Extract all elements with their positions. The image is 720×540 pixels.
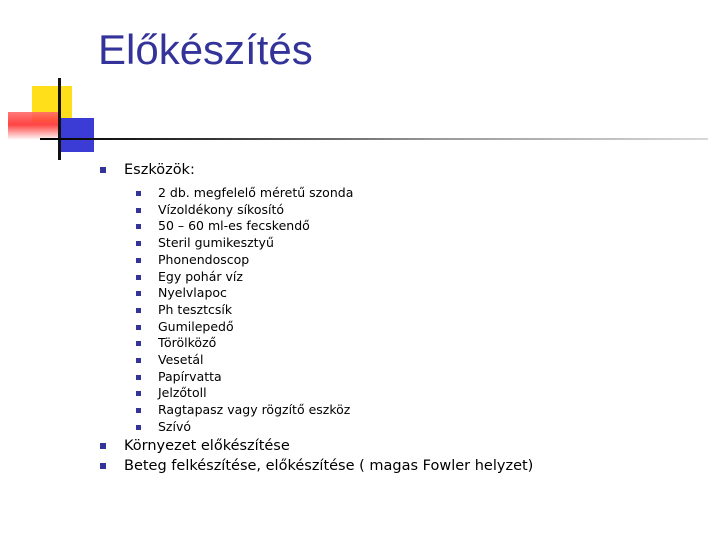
- square-bullet-icon: [136, 258, 141, 263]
- square-bullet-icon: [100, 167, 106, 173]
- sub-list-item: [136, 285, 533, 302]
- square-bullet-icon: [100, 463, 106, 469]
- title-underline: [40, 138, 708, 140]
- sub-list-item-label: Nyelvlapoc: [158, 285, 227, 301]
- square-bullet-icon: [136, 208, 141, 213]
- square-bullet-icon: [136, 341, 141, 346]
- list-item-label: Beteg felkészítése, előkészítése ( magas Fowler helyzet): [124, 457, 534, 474]
- square-bullet-icon: [136, 291, 141, 296]
- sub-list-item-label: Egy pohár víz: [158, 268, 243, 284]
- sub-list-item: [136, 202, 533, 219]
- list-item-label: Eszközök:: [124, 162, 195, 178]
- sub-list-item-label: 50 – 60 ml-es fecskendő: [158, 218, 310, 234]
- sub-list-item-label: Ragtapasz vagy rögzítő eszköz: [158, 402, 351, 418]
- square-bullet-icon: [136, 425, 141, 430]
- square-bullet-icon: [136, 408, 141, 413]
- sub-list-item-label: Phonendoscop: [158, 251, 250, 267]
- tools-sublist: [136, 185, 533, 436]
- sub-list-item-label: Ph tesztcsík: [158, 301, 233, 317]
- square-bullet-icon: [136, 358, 141, 363]
- slide-title: Előkészítés: [98, 26, 313, 73]
- square-bullet-icon: [100, 443, 106, 449]
- decor-red-square: [8, 112, 58, 140]
- list-item-eszkozok: [100, 160, 533, 436]
- sub-list-item-label: Szívó: [158, 418, 192, 434]
- decor-blue-square: [58, 118, 94, 152]
- sub-list-item: [136, 218, 533, 235]
- square-bullet-icon: [136, 241, 141, 246]
- sub-list-item-label: 2 db. megfelelő méretű szonda: [158, 185, 354, 200]
- sub-list-item: [136, 185, 533, 202]
- sub-list-item: [136, 235, 533, 252]
- sub-list-item-label: Vízoldékony síkosító: [158, 201, 285, 217]
- sub-list-item: [136, 302, 533, 319]
- square-bullet-icon: [136, 275, 141, 280]
- sub-list-item-label: Papírvatta: [158, 368, 222, 384]
- sub-list-item: [136, 252, 533, 269]
- sub-list-item-label: Steril gumikesztyű: [158, 235, 274, 251]
- sub-list-item: [136, 419, 533, 436]
- sub-list-item: [136, 269, 533, 286]
- sub-list-item: [136, 352, 533, 369]
- sub-list-item: [136, 402, 533, 419]
- sub-list-item: [136, 335, 533, 352]
- square-bullet-icon: [136, 224, 141, 229]
- sub-list-item-label: Vesetál: [158, 352, 204, 368]
- sub-list-item-label: Törölköző: [158, 335, 217, 351]
- list-item-label: Környezet előkészítése: [124, 437, 290, 454]
- square-bullet-icon: [136, 325, 141, 330]
- list-item-kornyezet: [100, 436, 533, 456]
- sub-list-item-label: Jelzőtoll: [158, 385, 207, 401]
- decor-vertical-line: [58, 78, 61, 160]
- square-bullet-icon: [136, 391, 141, 396]
- sub-list-item-label: Gumilepedő: [158, 318, 234, 334]
- square-bullet-icon: [136, 375, 141, 380]
- main-bullet-list: [100, 160, 533, 476]
- list-item-beteg: [100, 456, 533, 476]
- square-bullet-icon: [136, 191, 141, 196]
- sub-list-item: [136, 385, 533, 402]
- sub-list-item: [136, 369, 533, 386]
- square-bullet-icon: [136, 308, 141, 313]
- sub-list-item: [136, 319, 533, 336]
